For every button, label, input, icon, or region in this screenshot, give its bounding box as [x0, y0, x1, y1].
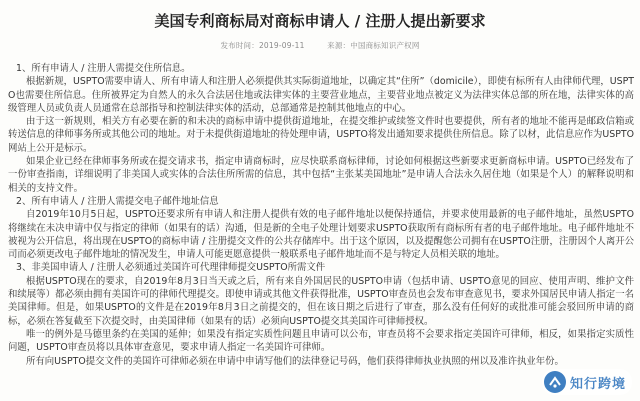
- watermark: [542, 369, 632, 395]
- paragraph: 唯一的例外是马德里条约在美国的延伸；如果没有指定实质性问题且申请可以公布，审查员将不会要求指定美国许可律师，相反，如果指定实质性问题，USPTO审查员将以具体审查意见，要求申请人指定一名美国许可律师。: [8, 328, 634, 354]
- paragraph: 如果企业已经在律师事务所或在提交请求书，指定申请商标时，应尽快联系商标律师，讨论如何根据这些新要求更新商标申请。USPTO已经发布了一份审查指南，详细说明了非美国人或实体的合法住所所需的信息，其中包括“主张某美国地址”是申请人合法永久居住地（如果是个人）的解释说明和相关的支持文件。: [8, 156, 634, 194]
- section-heading: 3、非美国申请人 / 注册人必须通过美国许可代理律师提交USPTO所需文件: [16, 262, 326, 274]
- paragraph: 根据USPTO现在的要求，自2019年8月3日当天或之后，所有来自外国居民的USPTO申请（包括申请、USPTO意见的回应、使用声明、维护文件和续展等）都必须由拥有美国许可的律师代理提交。即使申请或其他文件获得批准，USPTO审查员也会发布审查意见书，要求外国居民申请人指定一名美国律师。但是，如果USPTO的文件是在2019年8月3日之前提交的，但在该日期之后进行了审查，那么没有任何好的或批准可能会驳回所申请的商标，必须在答复截至下次提交时，由美国律师（如果有的话）必须向USPTO提交其美国许可律师授权。: [8, 275, 634, 327]
- publish-date: 发布时间：2019-09-11: [220, 41, 305, 50]
- section-heading: 2、所有申请人 / 注册人需提交电子邮件地址信息: [16, 195, 219, 207]
- paragraph: 自2019年10月5日起，USPTO还要求所有申请人和注册人提供有效的电子邮件地址以便保持通信，并要求使用最新的电子邮件地址，虽然USPTO将继续在未决申请中仅与指定的律师（如果有的话）沟通，但是新的全电子处理计划要求USPTO获取所有商标所有者的电子邮件地址。电子邮件地址不被视为公开信息，将出现在USPTO的商标申请 / 注册提交文件的公共存储库中。出于这个原因，以及提醒您公司拥有在USPTO注册，注册因个人离开公司而必须更改电子邮件地址的情况发生，申请人可能更愿意提供一般联系电子邮件地址而不是与特定人员相关联的地址。: [8, 209, 634, 261]
- paragraph: 由于这一新规则，相关方有必要在新的和未决的商标申请中提供街道地址，在提交维护或续签文件时也要提供，所有者的地址不能再是邮政信箱或转送信息的律师事务所或其他公司的地址。对于未提供街道地址的待处理申请，USPTO将发出通知要求提供住所信息。除了以材，此信息应作为USPTO网站上公开是标示。: [8, 116, 634, 154]
- watermark-text: 知行跨境: [569, 376, 626, 392]
- article-meta: [0, 40, 640, 51]
- paragraph: 根据新规，USPTO需要申请人、所有申请人和注册人必须提供其实际街道地址，以确定其“住所”（domicile），即使有标所有人由律师代理，USPTO也需要住所信息。住所被界定为自然人的永久合法居住地或法律实体的主要营业地点，主要营业地点被定义为法律实体总部的所在地，法律实体的高级管理人员或负责人员通常在总部指导和控制法律实体的活动，总部通常是控制其他地点的中心。: [8, 76, 634, 114]
- page-title: 美国专利商标局对商标申请人 / 注册人提出新要求: [154, 12, 486, 30]
- zhixing-logo-icon: [544, 371, 566, 393]
- article-body: [8, 62, 634, 368]
- article-source: 来源：中国商标知识产权网: [327, 41, 420, 50]
- paragraph: 所有向USPTO提交文件的美国许可律师必须在申请中申请写他们的法律登记号码，他们获得律师执业执照的州以及准许执业年份。: [26, 355, 564, 367]
- section-heading: 1、所有申请人 / 注册人需提交住所信息。: [16, 63, 191, 74]
